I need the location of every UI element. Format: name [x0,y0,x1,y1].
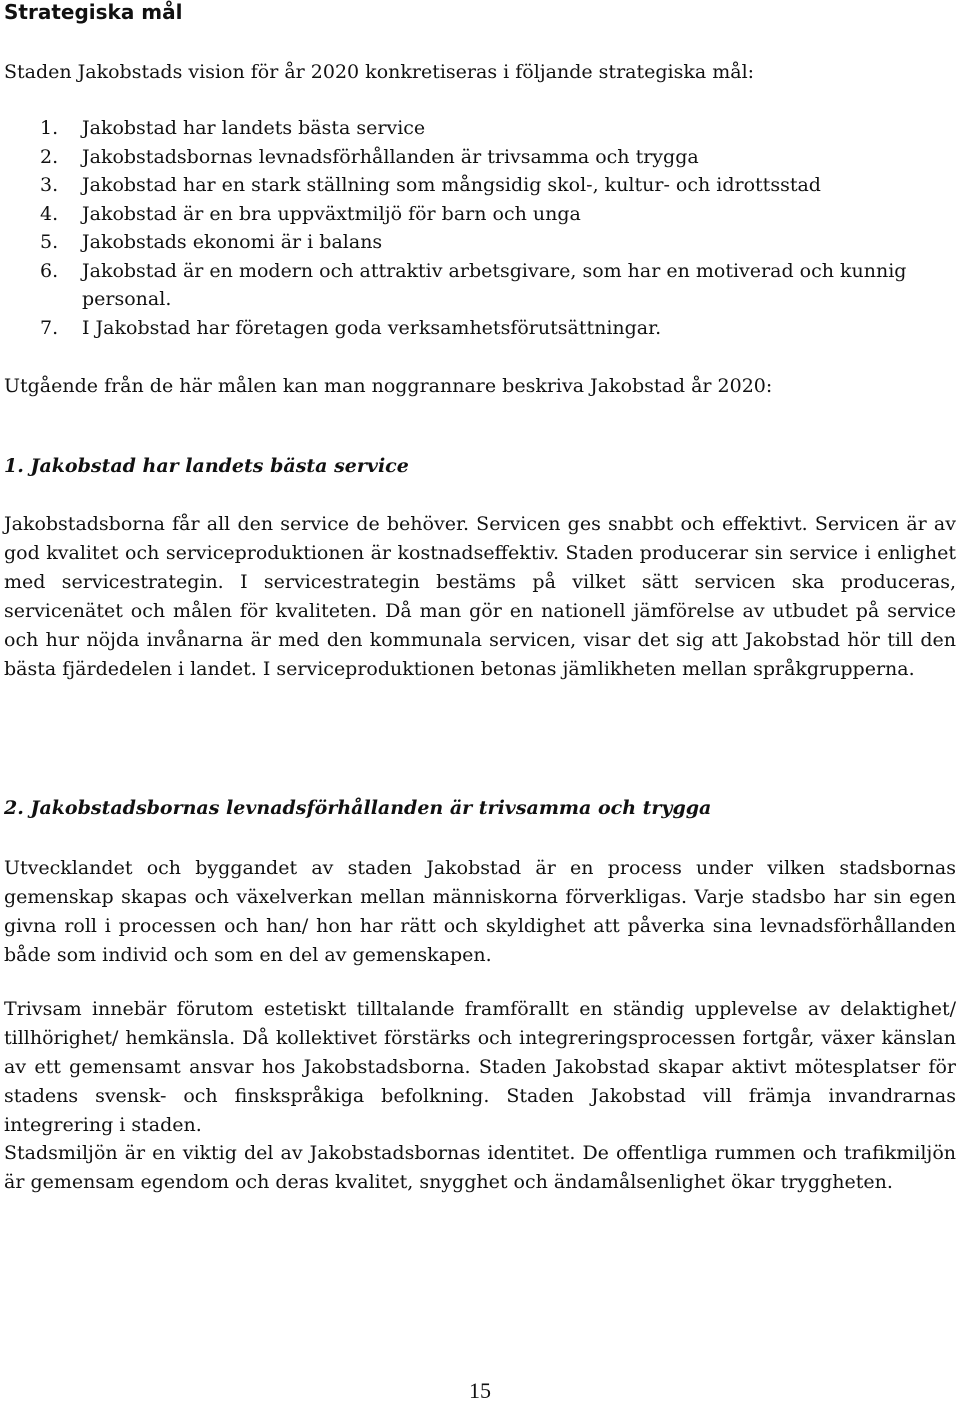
page-title: Strategiska mål [4,0,183,24]
list-item-text: Jakobstads ekonomi är i balans [82,231,383,253]
list-item-number: 3. [40,174,59,196]
list-item-number: 2. [40,145,59,168]
list-item-number: 7. [40,316,59,339]
list-item [40,200,950,229]
section2-paragraph-2: Trivsam innebär förutom estetiskt tilltalande framförallt en ständig upplevelse av delaktighet/ tillhörighet/ hemkänsla. Då kollektivet förstärks och integreringsprocessen fortgår, växer känslan av ett gemensamt ansvar hos Jakobstadsborna. Staden Jakobstad skapar aktivt mötesplatser för stadens svensk- och finskspråkiga befolkning. Staden Jakobstad vill främja invandrarnas integrering i staden. [4,998,956,1136]
list-item [40,143,950,172]
list-item-text: Jakobstad är en bra uppväxtmiljö för barn och unga [82,202,581,225]
list-item [40,114,950,143]
list-item-text: Jakobstad har en stark ställning som mångsidig skol-, kultur- och idrottsstad [82,174,821,196]
section1-heading: 1. Jakobstad har landets bästa service [4,455,409,477]
list-item [40,228,950,257]
section2-heading: 2. Jakobstadsbornas levnadsförhållanden är trivsamma och trygga [4,797,712,819]
list-item-number: 6. [40,259,59,282]
list-item-text: Jakobstad har landets bästa service [82,117,426,139]
page-number: 15 [469,1378,491,1403]
list-item-number: 5. [40,231,59,253]
list-item-text: Jakobstad är en modern och attraktiv arbetsgivare, som har en motiverad och kunnig personal. [82,259,907,310]
list-item [40,171,950,200]
list-item [40,257,950,314]
section2-paragraph-3: Stadsmiljön är en viktig del av Jakobstadsbornas identitet. De offentliga rummen och trafikmiljön är gemensam egendom och deras kvalitet, snygghet och ändamålsenlighet ökar tryggheten. [4,1142,956,1193]
list-item-number: 1. [40,117,59,139]
section1-paragraph: Jakobstadsborna får all den service de behöver. Servicen ges snabbt och effektivt. Servicen är av god kvalitet och serviceproduktionen är kostnadseffektiv. Staden producerar sin service i enlighet med servicestrategin. I servicestrategin bestäms på vilket sätt servicen ska produceras, servicenätet och målen för kvaliteten. Då man gör en nationell jämförelse av utbudet på service och hur nöjda invånarna är med den kommunala servicen, visar det sig att Jakobstad hör till den bästa fjärdedelen i landet. I serviceproduktionen betonas jämlikheten mellan språkgrupperna. [4,513,956,680]
after-list-text: Utgående från de här målen kan man noggrannare beskriva Jakobstad år 2020: [4,375,773,397]
strategic-goals-list [40,114,950,342]
intro-text: Staden Jakobstads vision för år 2020 konkretiseras i följande strategiska mål: [4,61,755,83]
list-item-text: I Jakobstad har företagen goda verksamhetsförutsättningar. [82,316,662,339]
list-item [40,314,950,343]
list-item-text: Jakobstadsbornas levnadsförhållanden är trivsamma och trygga [82,145,699,168]
section2-paragraph-1: Utvecklandet och byggandet av staden Jakobstad är en process under vilken stadsbornas gemenskap skapas och växelverkan mellan människorna förverkligas. Varje stadsbo har sin egen givna roll i processen och han/ hon har rätt och skyldighet att påverka sina levnadsförhållanden både som individ och som en del av gemenskapen. [4,857,956,966]
list-item-number: 4. [40,202,59,225]
